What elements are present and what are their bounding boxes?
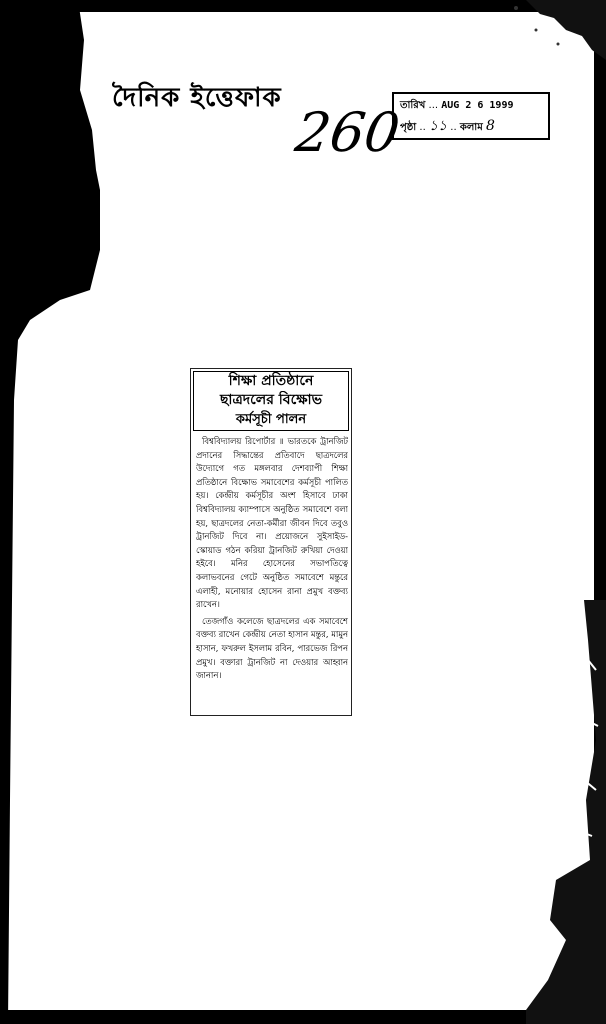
newspaper-clipping (190, 368, 352, 716)
headline-line-1: শিক্ষা প্রতিষ্ঠানে (228, 373, 314, 389)
scan-torn-right-edge (526, 600, 606, 1024)
stamp-page-label: পৃষ্ঠা (400, 122, 417, 133)
article-paragraph-1: বিশ্ববিদ্যালয় রিপোর্টার ॥ ভারতকে ট্রানজিট প্রদানের সিদ্ধান্তের প্রতিবাদে ছাত্রদলের উদ্যোগে গত মঙ্গলবার দেশব্যাপী শিক্ষা প্রতিষ্ঠানে বিক্ষোভ সমাবেশের কর্মসূচী পালিত হয়। কেন্দ্রীয় কর্মসূচীর অংশ হিসাবে ঢাকা বিশ্ববিদ্যালয় ক্যাম্পাসে অনুষ্ঠিত সমাবেশে বলা হয়, ছাত্রদলের নেতা-কর্মীরা জীবন দিবে তবুও ট্রানজিট দিবে না। প্রয়োজনে সুইসাইড-স্কোয়াড গঠন করিয়া ট্রানজিট রুখিয়া দেওয়া হইবে। মনির হোসেনের সভাপতিত্বে কলাভবনের গেটে অনুষ্ঠিত সমাবেশে মন্তুরে এলাহী, মনোয়ার হোসেন রানা প্রমুখ বক্তব্য রাখেন। (196, 436, 348, 610)
stamp-column-value: 8 (485, 118, 495, 134)
article-headline (193, 371, 349, 431)
stamp-page-column-row: পৃষ্ঠা .. ১১ .. কলাম 8 (400, 118, 495, 134)
stamp-date-value: AUG 2 6 1999 (441, 100, 514, 111)
article-body (196, 435, 348, 713)
handwritten-reference-number: 260 (291, 101, 404, 164)
scan-dark-bottom-edge (0, 1010, 606, 1024)
stamp-date-label: তারিখ (400, 100, 426, 111)
stamp-page-value: ১১ (428, 118, 448, 134)
headline-line-3: কর্মসূচী পালন (235, 412, 307, 427)
stamp-date-row: তারিখ ... AUG 2 6 1999 (400, 100, 514, 111)
newspaper-masthead: দৈনিক ইত্তেফাক (112, 83, 282, 113)
article-paragraph-2: তেজগাঁও কলেজে ছাত্রদলের এক সমাবেশে বক্তব্য রাখেন কেন্দ্রীয় নেতা হাসান মন্তুর, মামুন হাসান, ফখরুল ইসলাম রবিন, পারভেজ রিপন প্রমুখ। বক্তারা ট্রানজিট না দেওয়ার আহ্বান জানান। (196, 615, 348, 681)
scan-stain-top-right (496, 0, 606, 80)
archive-date-stamp (392, 92, 550, 140)
scan-dark-left-edge (0, 0, 100, 1024)
headline-line-2: ছাত্রদলের বিক্ষোভ (219, 392, 323, 408)
stamp-column-label: কলাম (459, 122, 483, 133)
